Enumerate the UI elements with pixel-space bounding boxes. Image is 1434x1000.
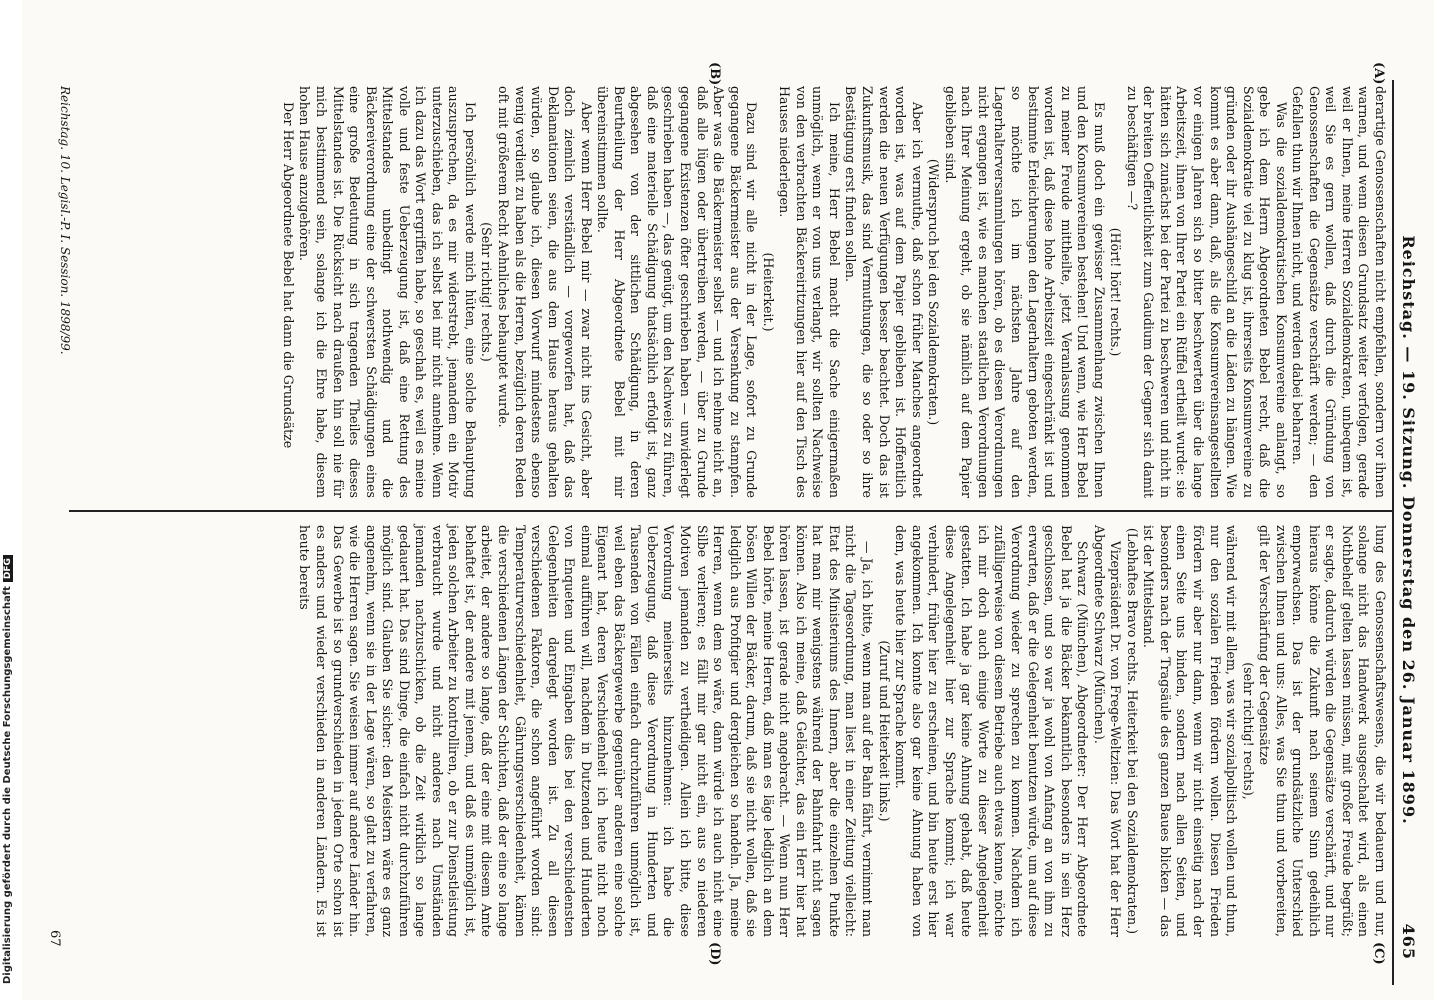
interjection: (Zuruf und Heiterkeit links.) xyxy=(876,640,892,822)
dfg-logo: DFG xyxy=(3,555,13,582)
margin-marker-b: (B) xyxy=(707,62,722,86)
interjection: (Sehr richtig! rechts.) xyxy=(479,222,495,362)
page-number: 465 xyxy=(1399,923,1418,960)
paragraph: lung des Genossenschaftswesens, die wir bedauern und nur, solange nicht das Handwerk ausgeschaltet wird, als einen Nothbehelf gelten lassen müssen, mit großer Freude begrüßt; er sagte, dadurch würden die Gegensätze verschärft, und nur hieraus könne die Zukunft nach seinem Sinn gedeihlich emporwachsen. Das ist der grundsätzliche Unterschied zwischen Ihnen und uns: Alles, was Sie thun und vorbereiten, gilt der Verschärfung der Gegensätze xyxy=(1257,525,1388,937)
paragraph: Was die sozialdemokratischen Konsumvereine anlangt, so gebe ich dem Herrn Abgeordneten Bebel recht, daß die Sozialdemokratie viel zu klug ist, ihrerseits Konsumvereine zu gründen oder ihr Aushängeschild an die Läden zu hängen. Wie kommt es aber dann, daß, als die Konsumvereinsangestellten vor einigen Jahren sich so bitter beschwerten über die lange Arbeitszeit, ihnen von Ihrer Partei ein Rüffel ertheilt wurde: sie hätten sich zunächst bei der Partei zu beschweren und nicht in der breiten Oeffentlichkeit zum Gaudium der Gegner sich damit zu beschäftigen —? xyxy=(1124,86,1289,498)
left-column xyxy=(279,86,1388,498)
paragraph: derartige Genossenschaften nicht empfehlen, sondern vor ihnen warnen, und wenn diesen Grundsatz weiter verfolgen, gerade weil er Ihnen, meine Herren Sozialdemokraten, unbequem ist, weil Sie es gern wollen, daß durch die Gründung von Genossenschaften die Gegensätze verschärft werden; — den Gefallen thun wir Ihnen nicht, und werden dabei beharren. xyxy=(1290,86,1388,498)
interjection: (Heiterkeit.) xyxy=(760,252,776,332)
header-title: Reichstag. — 19. Sitzung. Donnerstag den 26. Januar 1899. xyxy=(1399,235,1418,825)
speaker-paragraph: Schwarz (München), Abgeordneter: Der Herr Abgeordnete Bebel hat ja die Bäcker bekanntlich besonders in sein Herz geschlossen, und so war ja wohl von Anfang an von ihm zu erwarten, daß er die Gelegenheit benutzen würde, um auf diese Verordnung wieder zu sprechen zu kommen. Nachdem ich zufälligerweise von diesem Betriebe auch etwas kenne, möchte ich mir doch auch einige Worte zu dieser Angelegenheit gestatten. Ich habe ja gar keine Ahnung gehabt, daß heute diese Angelegenheit hier zur Sprache kommt; ich war verhindert, früher hier zu erscheinen, und bin heute erst hier angekommen. Ich konnte also gar keine Ahnung haben von dem, was heute hier zur Sprache kommt. xyxy=(893,525,1091,937)
margin-marker-d: (D) xyxy=(707,942,722,966)
paragraph: Es muß doch ein gewisser Zusammenhang zwischen Ihnen und den Konsumvereinen bestehen! Und wenn, wie Herr Bebel zu meiner Freude mittheilte, jetzt Veranlassung genommen worden ist, daß diese hohe Arbeitszeit eingeschränkt ist und bestimmte Erleichterungen den Lagerhaltern geboten werden, so möchte ich im nächsten Jahre auf den Lagerhalterversammlungen hören, ob es diesen Verordnungen nicht ergangen ist, wie es manchen staatlichen Verordnungen nach Ihrer Meinung ergeht, ob sie nämlich auf dem Papier geblieben sind. xyxy=(942,86,1107,498)
margin-marker-a: (A) xyxy=(1371,62,1386,85)
interjection: (sehr richtig! rechts), xyxy=(1240,662,1256,800)
paragraph: Dazu sind wir alle nicht in der Lage, sofort zu Grunde gegangene Bäckermeister aus der Versenkung zu stampfen. Aber was die Bäckermeister selbst — und ich nehme nicht an, daß alle lügen oder übertreiben werden, — über zu Grunde gegangene Existenzen öfter geschrieben haben — unwiderlegt geschrieben haben —, das genügt, um den Nachweis zu führen, daß eine materielle Schädigung thatsächlich erfolgt ist, ganz abgesehen von der sittlichen Schädigung, in deren Beurtheilung der Herr Abgeordnete Bebel mit mir übereinstimmen sollte. xyxy=(595,86,760,498)
digitization-note xyxy=(2,0,18,984)
paragraph: Der Herr Abgeordnete Bebel hat dann die Grundsätze xyxy=(280,102,296,449)
right-column xyxy=(296,525,1388,937)
margin-marker-c: (C) xyxy=(1371,942,1386,965)
speaker-paragraph: Vizepräsident Dr. von Frege-Weltzien: Das Wort hat der Herr Abgeordnete Schwarz (München). xyxy=(1091,525,1124,937)
paragraph: Aber ich vermuthe, daß schon früher Manches angeordnet worden ist, was auf dem Papier geblieben ist. Hoffentlich werden die neuen Verfügungen besser beachtet. Doch das ist Zukunftsmusik, das sind Vermuthungen, die so oder so ihre Bestätigung erst finden sollen. xyxy=(843,86,925,498)
sheet-number: 67 xyxy=(47,930,62,947)
paragraph: — Ja, ich bitte, wenn man auf der Bahn fährt, vernimmt man nicht die Tagesordnung, man liest in einer Zeitung vielleicht: Etat des Ministeriums des Innern, aber die einzelnen Punkte hat man mir wenigstens während der Bahnfahrt nicht sagen können. Also ich meine, daß Gelächter, das ein Herr hier hat hören lassen, ist gerade nicht angebracht. — Wenn nun Herr Bebel hörte, meine Herren, daß man es läge lediglich an dem bösen Willen der Bäcker, darum, daß sie nicht wollen, daß sie lediglich aus Profitgier und dergleichen so handeln. Ja, meine Herren, wenn dem so wäre, dann würde ich auch nicht eine Silbe verlieren; es fällt mir gar nicht ein, aus so niederen Motiven jemanden zu vertheidigen. Allein ich bitte, diese Verordnung meinerseits hinzunehmen: ich habe die Ueberzeugung, daß diese Verordnung in Hunderten und Tausenden von Fällen einfach durchzuführen unmöglich ist, weil eben das Bäckergewerbe gegenüber anderen eine solche Eigenart hat, deren Verschiedenheit ich heute nicht noch einmal aufführen will, nachdem in Dutzenden und Hunderten von Enqueten und Eingaben dies bei den verschiedensten Gelegenheiten dargelegt worden ist. Zu all diesen verschiedenen Faktoren, die schon angeführt worden sind: Temperaturverschiedenheit, Gährungsverschiedenheit, kämen die verschiedenen Längen der Schichten, daß der eine so lange arbeitet, der andere so lange, daß der eine mit diesem Amte behaftet ist, der andere mit jenem, und daß es unmöglich ist, jeden solchen Arbeiter zu kontrolliren, ob er zur Dienstleistung verbraucht wurde und nicht anderes nach Umständen jemanden nachzuschicken, ob die Zeit wirklich so lange gedauert hat. Das sind Dinge, die einfach nicht durchzuführen möglich sind. Glauben Sie sicher: den Meistern wäre es ganz angenehm, wenn sie in der Lage wären, so glatt zu verfahren, wie die Herren sagen. Sie weisen immer auf andere Länder hin. Das Gewerbe ist so grundverschieden in jedem Orte schon ist es anders und wieder verschieden in anderen Ländern. Es ist heute bereits xyxy=(297,525,876,937)
session-footer: Reichstag. 10. Legisl.-P. I. Session. 1898/99. xyxy=(58,86,72,355)
paragraph: Aber wenn Herr Bebel mir — zwar nicht ins Gesicht, aber doch ziemlich verständlich — vorgeworfen hat, daß das Deklamationen seien, die aus dem Hause heraus gehalten würden, so glaube ich, diesen Vorwurf mindestens ebenso wenig verdient zu haben als die Herren, bezüglich deren Reden oft mit größerem Recht Aehnliches behauptet wurde. xyxy=(496,86,594,498)
column-divider xyxy=(69,510,1394,512)
digitization-text: Digitalisierung gefördert durch die Deutsche Forschungsgemeinschaft xyxy=(2,586,13,984)
running-header xyxy=(1392,80,1422,980)
paragraph: Ich persönlich werde mich hüten, eine solche Behauptung auszusprechen, da es mir widerstrebt, jemandem ein Motiv unterzuschieben, das ich selbst bei mir nicht annehme. Wenn ich dazu das Wort ergriffen habe, so geschah es, weil es meine volle und feste Ueberzeugung ist, daß eine Rettung des Mittelstandes unbedingt nothwendig und die Bäckereiverordnung eine der schwersten Schädigungen eines eine große Bedeutung in sich tragenden Theiles dieses Mittelstandes ist. Die Rücksicht nach draußen hin soll nie für mich bestimmend sein, solange ich die Ehre habe, diesem hohen Hause anzugehören. xyxy=(297,86,478,498)
interjection: (Hört! hört! rechts.) xyxy=(1108,227,1124,357)
header-rule xyxy=(1392,80,1394,985)
interjection: (Lebhaftes Bravo rechts. Heiterkeit bei den Sozialdemokraten.) xyxy=(1124,527,1140,935)
interjection: (Widerspruch bei den Sozialdemokraten.) xyxy=(926,158,942,426)
paragraph: während wir mit allem, was wir sozialpolitisch wollen und thun, nur den sozialen Frieden fördern wollen. Diesen Frieden fördern wir aber nur dann, wenn wir nicht einseitig nach der einen Seite uns binden, sondern nach allen Seiten, und besonders nach der Tragsäule des ganzen Baues blicken — das ist der Mittelstand. xyxy=(1141,525,1240,937)
paragraph: Ich meine, Herr Bebel macht die Sache einigermaßen unmöglich, wenn er von uns verlangt, wir sollten Nachweise von den verbrachten Bäckereiritzungen hier auf den Tisch des Hauses niederlegen. xyxy=(777,86,842,498)
